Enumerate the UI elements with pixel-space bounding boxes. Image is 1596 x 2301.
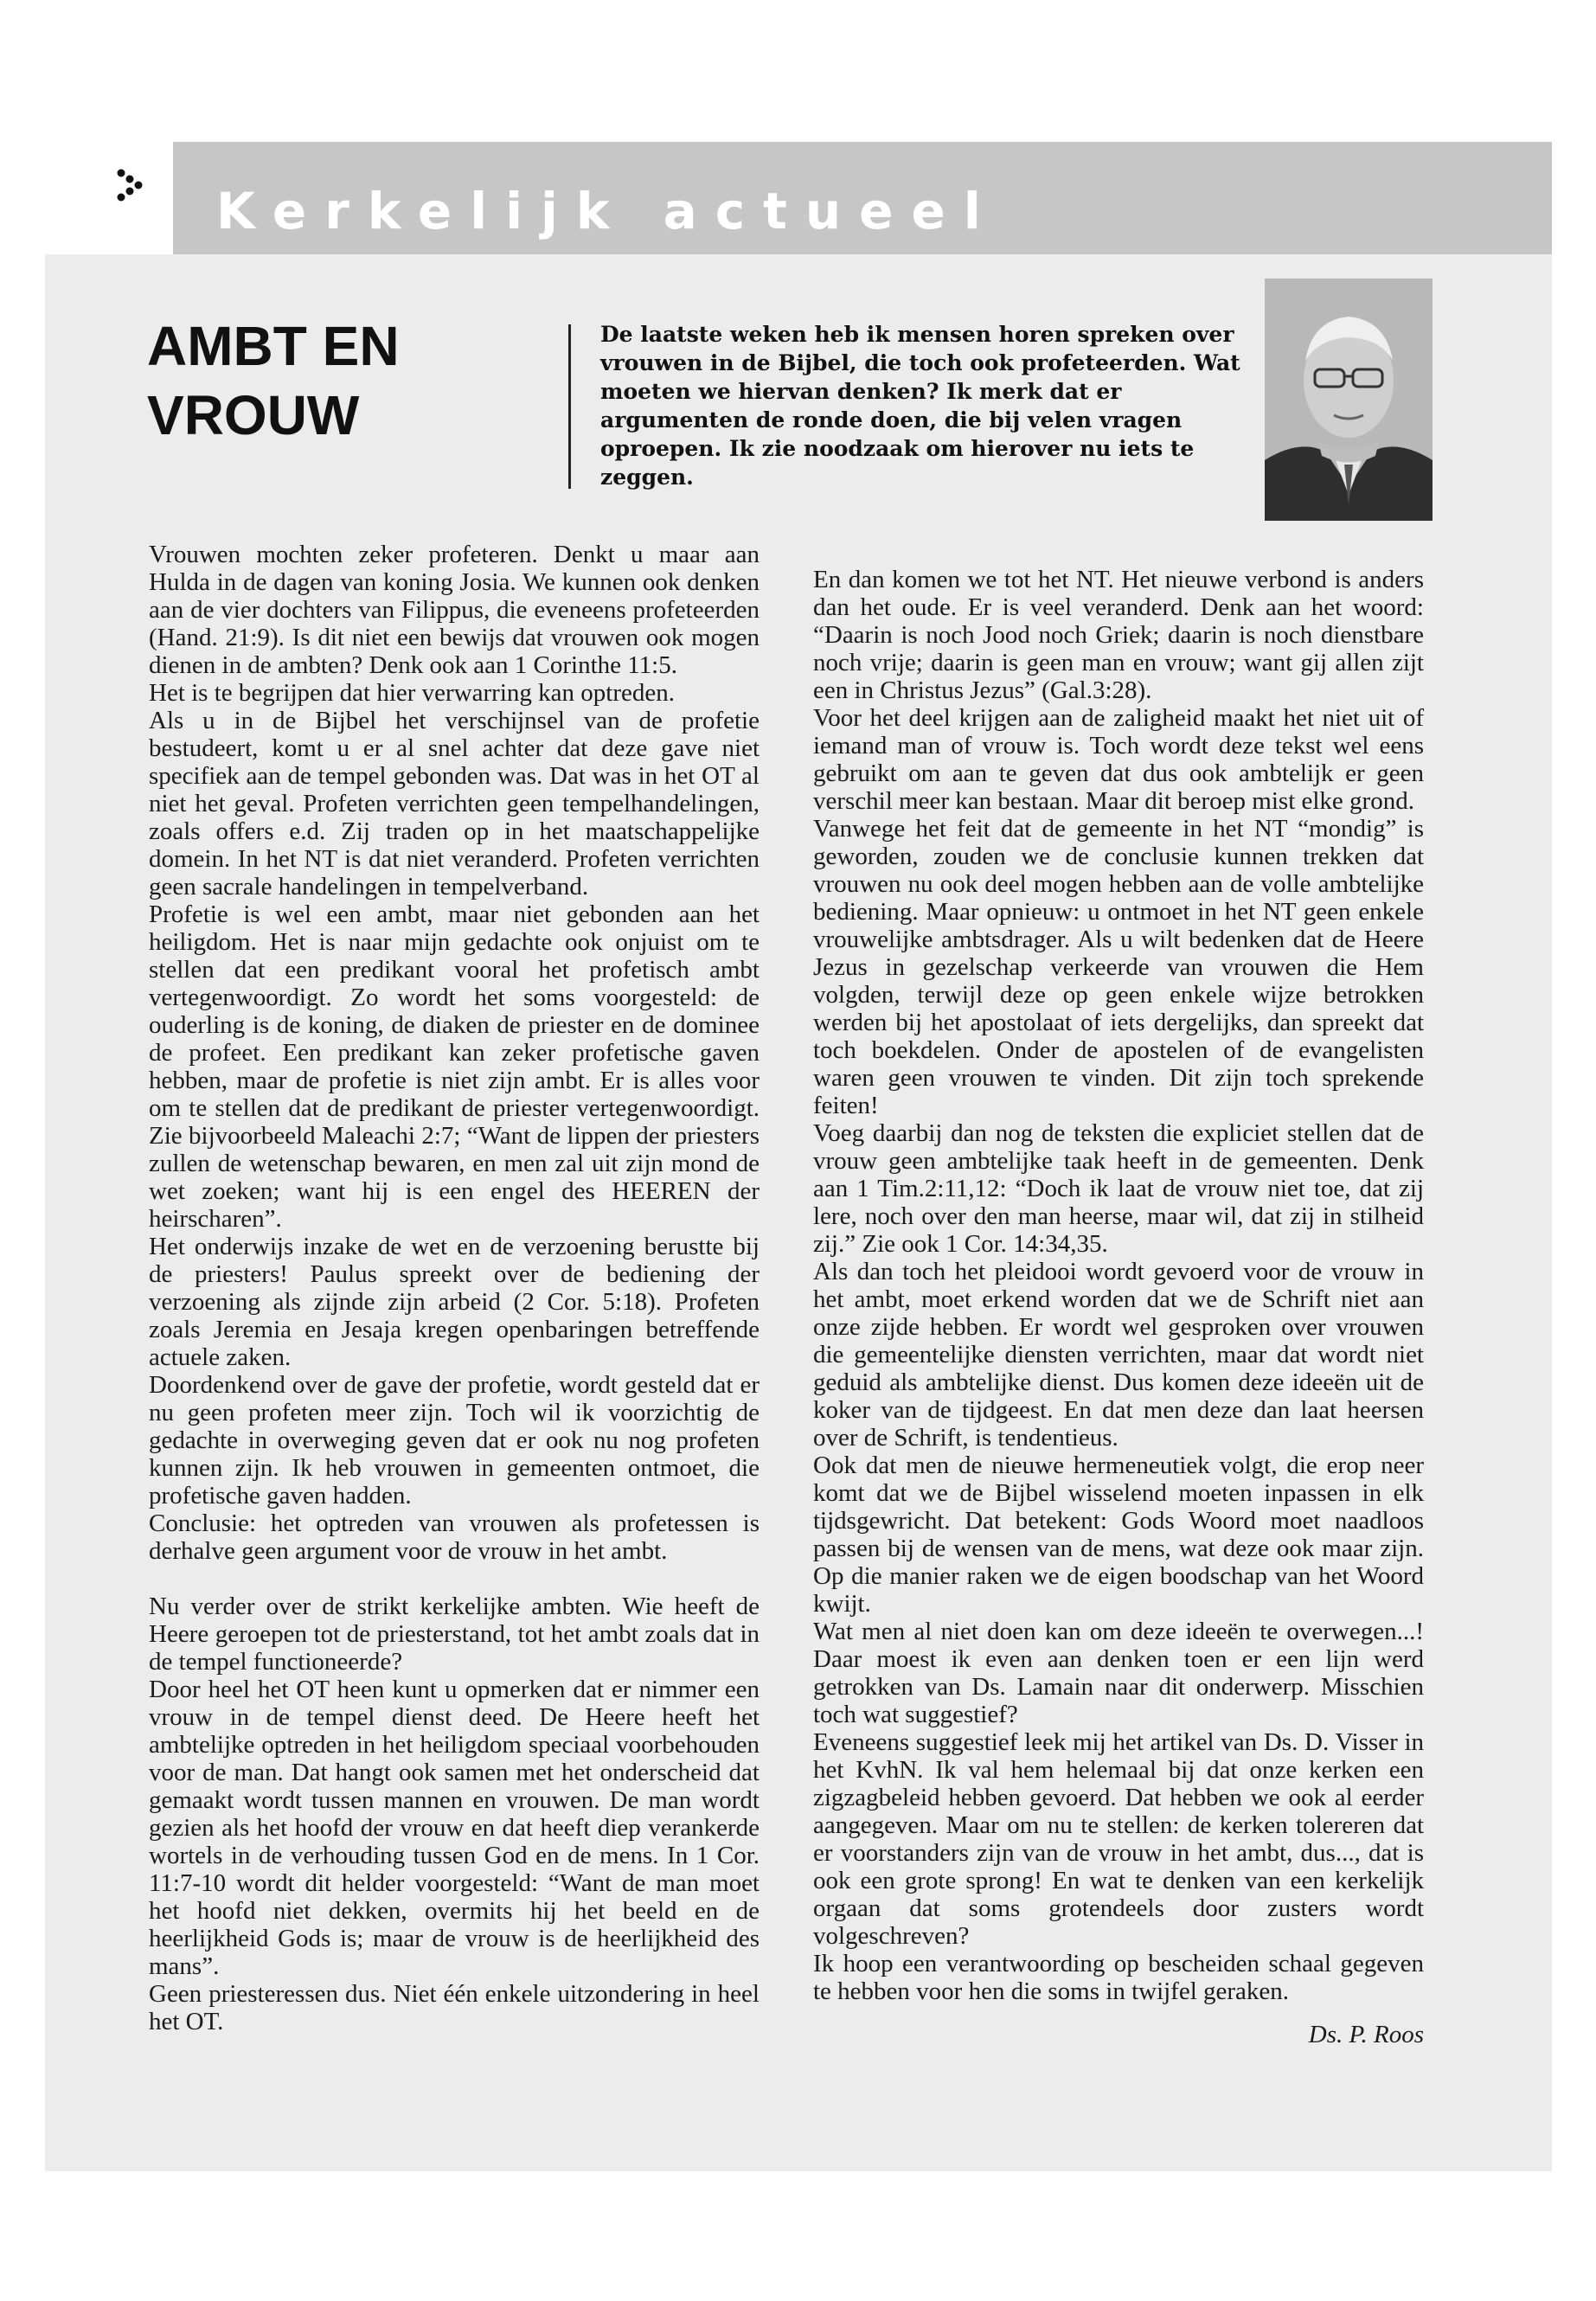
paragraph: Eveneens suggestief leek mij het artikel van Ds. D. Visser in het KvhN. Ik val hem helemaal bij dat onze kerken een zigzagbeleid hebben gevoerd. Dat hebben we ook al eerder aangegeven. Maar om nu te stellen: de kerken tolereren dat er voorstanders zijn van de vrouw in het ambt, dus..., dat is ook een grote sprong! En wat te denken van een kerkelijk orgaan dat soms grotendeels door zusters wordt volgeschreven? xyxy=(813,1728,1424,1950)
paragraph: Als dan toch het pleidooi wordt gevoerd voor de vrouw in het ambt, moet erkend worden dat we de Schrift niet aan onze zijde hebben. Er wordt wel gesproken over vrouwen die gemeentelijke diensten verrichten, maar dat wordt niet geduid als ambtelijke dienst. Dus komen deze ideeën uit de koker van de tijdgeest. En dat men deze dan laat heersen over de Schrift, is tendentieus. xyxy=(813,1258,1424,1452)
paragraph: Voor het deel krijgen aan de zaligheid maakt het niet uit of iemand man of vrouw is. Toch wordt deze tekst wel eens gebruikt om aan te geven dat dus ook ambtelijk er geen verschil meer kan bestaan. Maar dit beroep mist elke grond. xyxy=(813,704,1424,815)
paragraph: Profetie is wel een ambt, maar niet gebonden aan het heiligdom. Het is naar mijn gedachte ook onjuist om te stellen dat een predikant vooral het profetisch ambt vertegenwoordigt. Zo wordt het soms voorgesteld: de ouderling is de koning, de diaken de priester en de dominee de profeet. Een predikant kan zeker profetische gaven hebben, maar de profetie is niet zijn ambt. Er is alles voor om te stellen dat de predikant de priester vertegenwoordigt. Zie bijvoorbeeld Maleachi 2:7; “Want de lippen der priesters zullen de wetenschap bewaren, en men zal uit zijn mond de wet zoeken; want hij is een engel des HEEREN der heirscharen”. xyxy=(149,901,760,1233)
intro-divider xyxy=(568,324,571,489)
article-column-left xyxy=(149,541,760,2035)
article-title-line-2: VROUW xyxy=(147,384,360,446)
paragraph: Wat men al niet doen kan om deze ideeën te overwegen...! Daar moest ik even aan denken toen er een lijn werd getrokken van Ds. Lamain naar dit onderwerp. Misschien toch wat suggestief? xyxy=(813,1618,1424,1728)
paragraph: Doordenkend over de gave der profetie, wordt gesteld dat er nu geen profeten meer zijn. Toch wil ik voorzichtig de gedachte in overweging geven dat er ook nu nog profeten kunnen zijn. Ik heb vrouwen in gemeenten ontmoet, die profetische gaven hadden. xyxy=(149,1371,760,1509)
article-intro: De laatste weken heb ik mensen horen spreken over vrouwen in de Bijbel, die toch ook profeteerden. Wat moeten we hiervan denken? Ik merk dat er argumenten de ronde doen, die bij velen vragen oproepen. Ik zie noodzaak om hierover nu iets te zeggen. xyxy=(600,322,1240,490)
author-signature: Ds. P. Roos xyxy=(1308,2021,1424,2048)
section-title: Kerkelijk actueel xyxy=(216,182,999,240)
article-title-line-1: AMBT EN xyxy=(147,315,400,377)
article-column-right xyxy=(813,566,1424,2048)
paragraph: Het is te begrijpen dat hier verwarring kan optreden. xyxy=(149,679,675,707)
paragraph: Vrouwen mochten zeker profeteren. Denkt u maar aan Hulda in de dagen van koning Josia. We kunnen ook denken aan de vier dochters van Filippus, die eveneens profeteerden (Hand. 21:9). Is dit niet een bewijs dat vrouwen ook mogen dienen in de ambten? Denk ook aan 1 Corinthe 11:5. xyxy=(149,541,760,679)
paragraph: Als u in de Bijbel het verschijnsel van de profetie bestudeert, komt u er al snel achter dat deze gave niet specifiek aan de tempel gebonden was. Dat was in het OT al niet het geval. Profeten verrichten geen tempelhandelingen, zoals offers e.d. Zij traden op in het maatschappelijke domein. In het NT is dat niet veranderd. Profeten verrichten geen sacrale handelingen in tempelverband. xyxy=(149,707,760,901)
paragraph: Door heel het OT heen kunt u opmerken dat er nimmer een vrouw in de tempel dienst deed. De Heere heeft het ambtelijke optreden in het heiligdom speciaal voorbehouden voor de man. Dat hangt ook samen met het onderscheid dat gemaakt wordt tussen mannen en vrouwen. De man wordt gezien als het hoofd der vrouw en dat heeft diep verankerde wortels in de verhouding tussen God en de mens. In 1 Cor. 11:7-10 wordt dit helder voorgesteld: “Want de man moet het hoofd niet dekken, overmits hij het beeld en de heerlijkheid Gods is; maar de vrouw is de heerlijkheid des mans”. xyxy=(149,1676,760,1980)
paragraph: Het onderwijs inzake de wet en de verzoening berustte bij de priesters! Paulus spreekt over de bediening der verzoening als zijnde zijn arbeid (2 Cor. 5:18). Profeten zoals Jeremia en Jesaja kregen openbaringen betreffende actuele zaken. xyxy=(149,1233,760,1371)
paragraph: Conclusie: het optreden van vrouwen als profetessen is derhalve geen argument voor de vrouw in het ambt. xyxy=(149,1509,760,1565)
paragraph: En dan komen we tot het NT. Het nieuwe verbond is anders dan het oude. Er is veel veranderd. Denk aan het woord: “Daarin is noch Jood noch Griek; daarin is noch dienstbare noch vrije; daarin is geen man en vrouw; want gij allen zijt een in Christus Jezus” (Gal.3:28). xyxy=(813,566,1424,704)
paragraph: Voeg daarbij dan nog de teksten die expliciet stellen dat de vrouw geen ambtelijke taak heeft in de gemeenten. Denk aan 1 Tim.2:11,12: “Doch ik laat de vrouw niet toe, dat zij lere, noch over den man heerse, maar wil, dat zij in stilheid zij.” Zie ook 1 Cor. 14:34,35. xyxy=(813,1119,1424,1258)
paragraph: Vanwege het feit dat de gemeente in het NT “mondig” is geworden, zouden we de conclusie kunnen trekken dat vrouwen nu ook deel mogen hebben aan de volle ambtelijke bediening. Maar opnieuw: u ontmoet in het NT geen enkele vrouwelijke ambtsdrager. Als u wilt bedenken dat de Heere Jezus in gezelschap verkeerde van vrouwen die Hem volgden, terwijl deze op geen enkele wijze betrokken werden bij het apostolaat of iets dergelijks, dan spreekt dat toch boekdelen. Onder de apostelen of de evangelisten waren geen vrouwen te vinden. Dit zijn toch sprekende feiten! xyxy=(813,815,1424,1119)
paragraph: Nu verder over de strikt kerkelijke ambten. Wie heeft de Heere geroepen tot de priesterstand, tot het ambt zoals dat in de tempel functioneerde? xyxy=(149,1593,760,1676)
paragraph: Ook dat men de nieuwe hermeneutiek volgt, die erop neer komt dat we de Bijbel wisselend moeten inpassen in elk tijdsgewricht. Dat betekent: Gods Woord moet naadloos passen bij de wensen van de mens, wat deze ook maar zijn. Op die manier raken we de eigen boodschap van het Woord kwijt. xyxy=(813,1452,1424,1618)
section-bullet-icon xyxy=(112,164,156,208)
paragraph: Geen priesteressen dus. Niet één enkele uitzondering in heel het OT. xyxy=(149,1980,760,2035)
article-title xyxy=(147,311,528,450)
author-portrait-photo xyxy=(1265,279,1433,521)
paragraph: Ik hoop een verantwoording op bescheiden schaal gegeven te hebben voor hen die soms in twijfel geraken. xyxy=(813,1950,1424,2005)
